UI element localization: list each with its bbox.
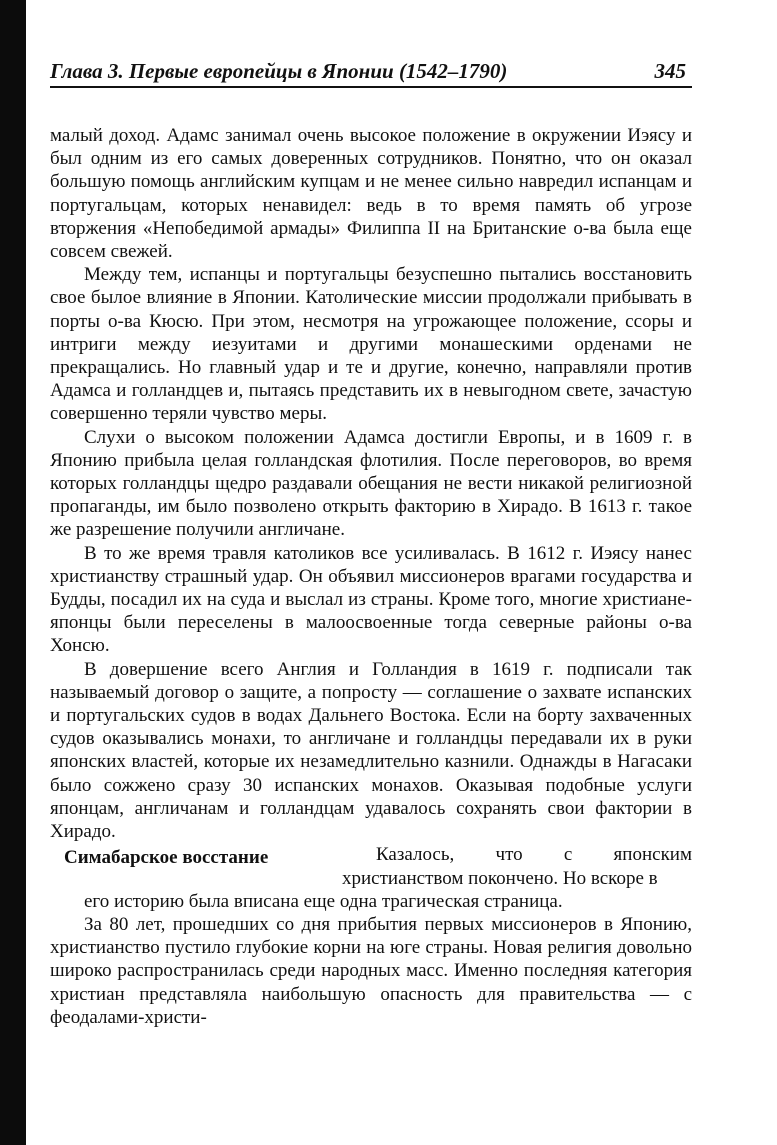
paragraph: Слухи о высоком положении Адамса достигли Европы, и в 1609 г. в Японию прибыла целая голландская флотилия. После переговоров, во время которых голландцы щедро раздавали обещания не вести никакой религиозной пропаганды, им было позволено открыть факторию в Хирадо. В 1613 г. такое же разрешение получили англичане. (50, 426, 692, 541)
running-header (50, 58, 692, 88)
chapter-title: Глава 3. Первые европейцы в Японии (1542–1790) (50, 59, 508, 83)
section-intro-text: Казалось, что с японским христианством покончено. Но вскоре в (342, 844, 692, 889)
paragraph: За 80 лет, прошедших со дня прибытия первых миссионеров в Японию, христианство пустило глубокие корни на юге страны. Новая религия довольно широко распространилась среди народных масс. Именно последняя категория христиан представляла наибольшую опасность для правительства — с феодалами-христи- (50, 913, 692, 1028)
book-page (50, 0, 692, 1145)
page-number: 345 (654, 59, 686, 83)
paragraph: Между тем, испанцы и португальцы безуспешно пытались восстановить свое былое влияние в Японии. Католические миссии продолжали прибывать в порты о-ва Кюсю. При этом, несмотря на угрожающее положение, ссоры и интриги между иезуитами и другими монашескими орденами не прекращались. Но главный удар и те и другие, конечно, направляли против Адамса и голландцев и, пытаясь представить их в невыгодном свете, зачастую совершенно теряли чувство меры. (50, 264, 692, 425)
paragraph: В то же время травля католиков все усиливалась. В 1612 г. Иэясу нанес христианству страшный удар. Он объявил миссионеров врагами государства и Будды, посадил их на суда и выслал из страны. Кроме того, многие христиане-японцы были переселены в малоосвоенные тогда северные районы о-ва Хонсю. (50, 542, 692, 657)
section-intro-continuation: его историю была вписана еще одна трагическая страница. (84, 890, 563, 912)
paragraph: В довершение всего Англия и Голландия в 1619 г. подписали так называемый договор о защите, а попросту — соглашение о захвате испанских и португальских судов в водах Дальнего Востока. Если на борту захваченных судов оказывались монахи, то англичане и голландцы передавали их в руки японских властей, которые их незамедлительно казнили. Однажды в Нагасаки было сожжено сразу 30 испанских монахов. Оказывая подобные услуги японцам, англичанам и голландцам удавалось сохранять свои фактории в Хирадо. (50, 658, 692, 843)
scan-edge-shadow (0, 0, 26, 1145)
body-text (50, 124, 692, 1029)
section-block (50, 843, 692, 889)
section-heading: Симабарское восстание (64, 847, 269, 869)
paragraph: малый доход. Адамс занимал очень высокое положение в окружении Иэясу и был одним из его самых доверенных сотрудников. Понятно, что он оказал большую помощь английским купцам и не менее сильно навредил испанцам и португальцам, которых ненавидел: ведь в то время память об угрозе вторжения «Непобедимой армады» Филиппа II на Британские о-ва была еще совсем свежей. (50, 125, 692, 263)
